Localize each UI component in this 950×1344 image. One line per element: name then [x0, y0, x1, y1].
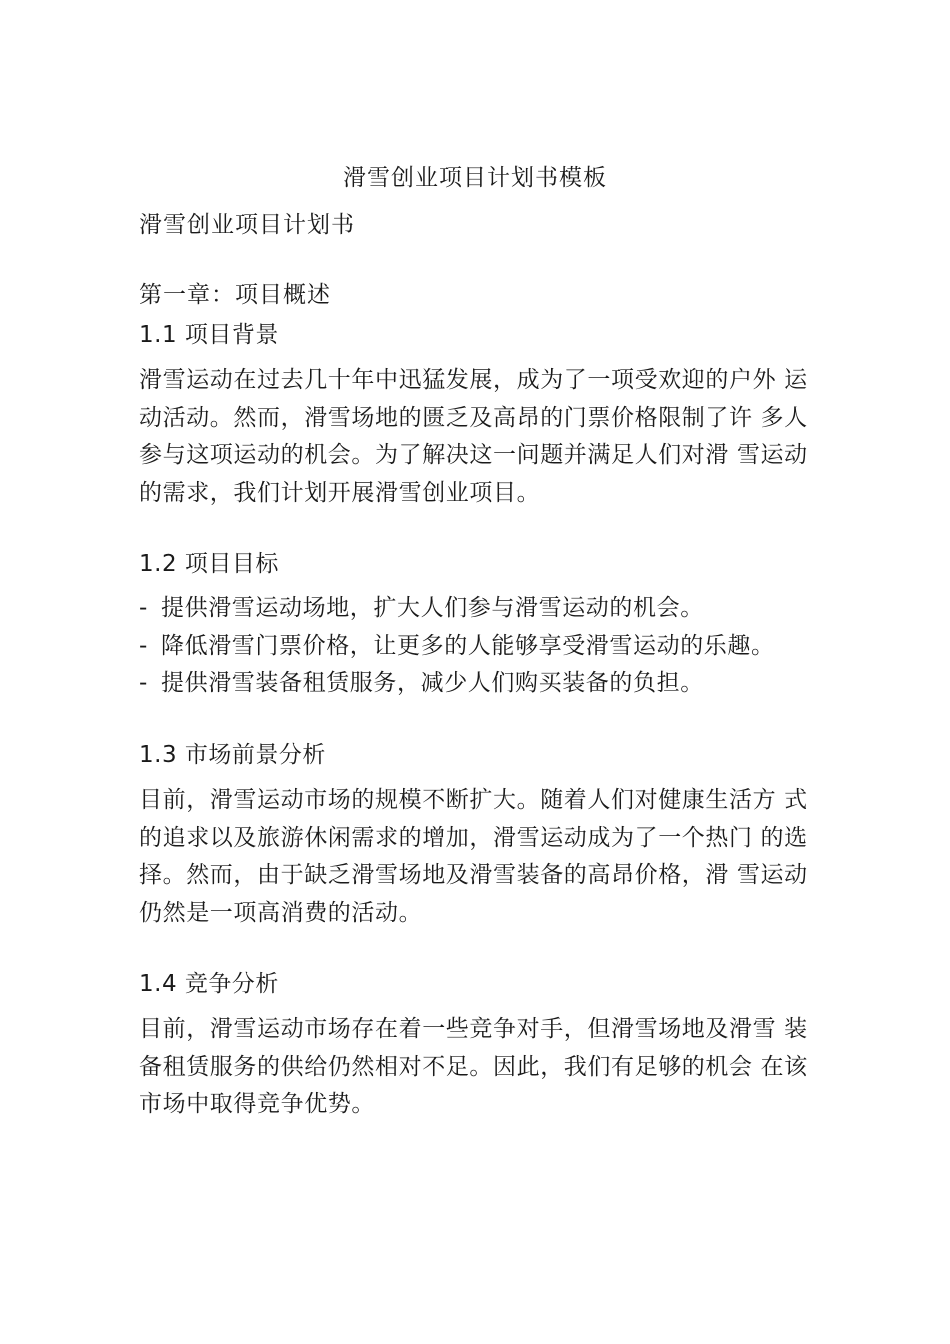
- section-heading-market: 1.3 市场前景分析: [139, 742, 326, 768]
- document-subtitle: 滑雪创业项目计划书: [139, 212, 355, 238]
- section-paragraph-background: [139, 362, 829, 512]
- section-heading-competition: 1.4 竞争分析: [139, 971, 279, 997]
- paragraph-line: 仍然是一项高消费的活动。: [139, 899, 423, 926]
- chapter-heading: 第一章：项目概述: [139, 282, 331, 308]
- list-item: [139, 590, 775, 628]
- list-item-text: 提供滑雪运动场地，扩大人们参与滑雪运动的机会。: [161, 595, 704, 621]
- paragraph-line: 市场中取得竞争优势。: [139, 1091, 375, 1117]
- bullet-dash: -: [139, 632, 148, 659]
- section-heading-goals: 1.2 项目目标: [139, 551, 279, 577]
- section-paragraph-market: [139, 782, 829, 932]
- paragraph-line: 择。然而，由于缺乏滑雪场地及滑雪装备的高昂价格，滑 雪运动: [139, 862, 808, 888]
- document-title: 滑雪创业项目计划书模板: [343, 165, 607, 191]
- section-heading-background: 1.1 项目背景: [139, 322, 279, 348]
- paragraph-line: 滑雪运动在过去几十年中迅猛发展，成为了一项受欢迎的户外 运: [139, 367, 808, 393]
- goals-list: [139, 590, 775, 703]
- paragraph-line: 备租赁服务的供给仍然相对不足。因此，我们有足够的机会 在该: [139, 1053, 808, 1080]
- paragraph-line: 参与这项运动的机会。为了解决这一问题并满足人们对滑 雪运动: [139, 442, 808, 468]
- list-item: [139, 628, 775, 666]
- paragraph-line: 动活动。然而，滑雪场地的匮乏及高昂的门票价格限制了许 多人: [139, 404, 808, 431]
- paragraph-line: 目前，滑雪运动市场的规模不断扩大。随着人们对健康生活方 式: [139, 787, 808, 813]
- list-item-text: 提供滑雪装备租赁服务，减少人们购买装备的负担。: [161, 670, 704, 696]
- paragraph-line: 目前，滑雪运动市场存在着一些竞争对手，但滑雪场地及滑雪 装: [139, 1016, 808, 1042]
- list-item: [139, 665, 775, 703]
- bullet-dash: -: [139, 670, 148, 696]
- section-paragraph-competition: [139, 1011, 829, 1124]
- bullet-dash: -: [139, 595, 148, 621]
- paragraph-line: 的需求，我们计划开展滑雪创业项目。: [139, 479, 541, 506]
- list-item-text: 降低滑雪门票价格，让更多的人能够享受滑雪运动的乐趣。: [161, 632, 775, 659]
- paragraph-line: 的追求以及旅游休闲需求的增加，滑雪运动成为了一个热门 的选: [139, 824, 808, 851]
